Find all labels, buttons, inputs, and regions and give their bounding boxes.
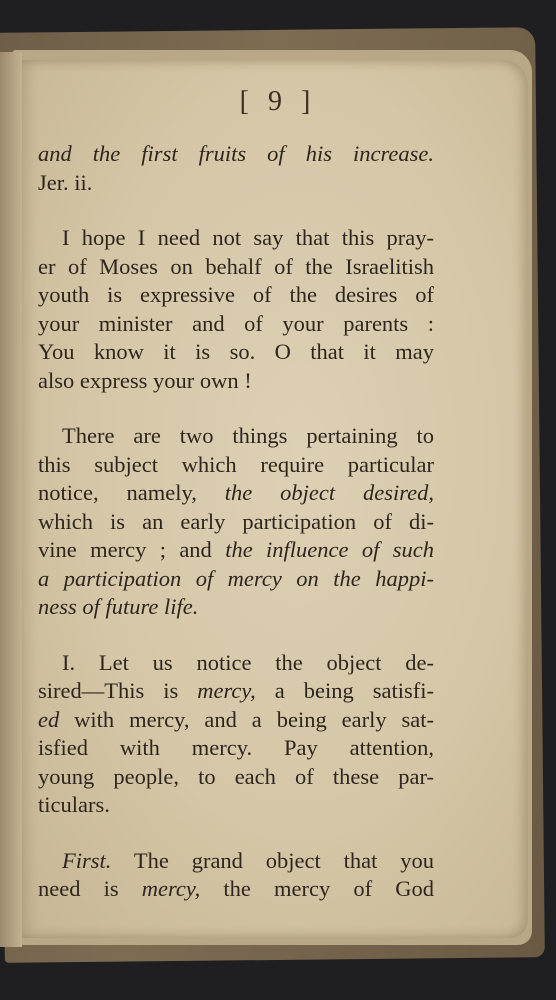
text-line: ticulars. [38,792,110,817]
paragraph [38,422,434,622]
text-line: this subject which require particular [38,451,434,477]
text-line: You know it is so. O that it may [38,339,434,364]
text-line: sired—This is mercy, a being satisfi- [38,678,435,703]
text-line: There are two things pertaining to [62,423,434,448]
page-gutter [0,52,22,947]
text-line: your minister and of your parents : [38,310,434,336]
text-line: a participation of mercy on the happi- [38,565,434,591]
text-line: ed with mercy, and a being early sat- [38,706,434,732]
text-line: vine mercy ; and the influence of such [38,537,434,562]
text-line: young people, to each of these par- [38,763,434,789]
text-line: er of Moses on behalf of the Israelitish [38,253,434,279]
text-line: I hope I need not say that this pray- [62,225,434,250]
page-text [38,140,434,904]
text-line: I. Let us notice the object de- [62,649,434,675]
paragraph [38,140,434,197]
text-line: and the first fruits of his increase. [38,141,434,166]
text-line: isfied with mercy. Pay attention, [38,735,434,760]
paragraph [38,847,434,904]
text-line: First. The grand object that you [62,847,434,873]
paragraph [38,224,434,395]
text-line: youth is expressive of the desires of [38,282,434,307]
text-line: need is mercy, the mercy of God [38,876,434,901]
text-line: ness of future life. [38,594,199,619]
paragraph [38,649,434,820]
text-line: Jer. ii. [38,169,93,195]
text-line: notice, namely, the object desired, [38,480,434,505]
text-line: also express your own ! [38,367,252,393]
text-line: which is an early participation of di- [38,508,434,534]
page-number: [ 9 ] [239,86,317,117]
